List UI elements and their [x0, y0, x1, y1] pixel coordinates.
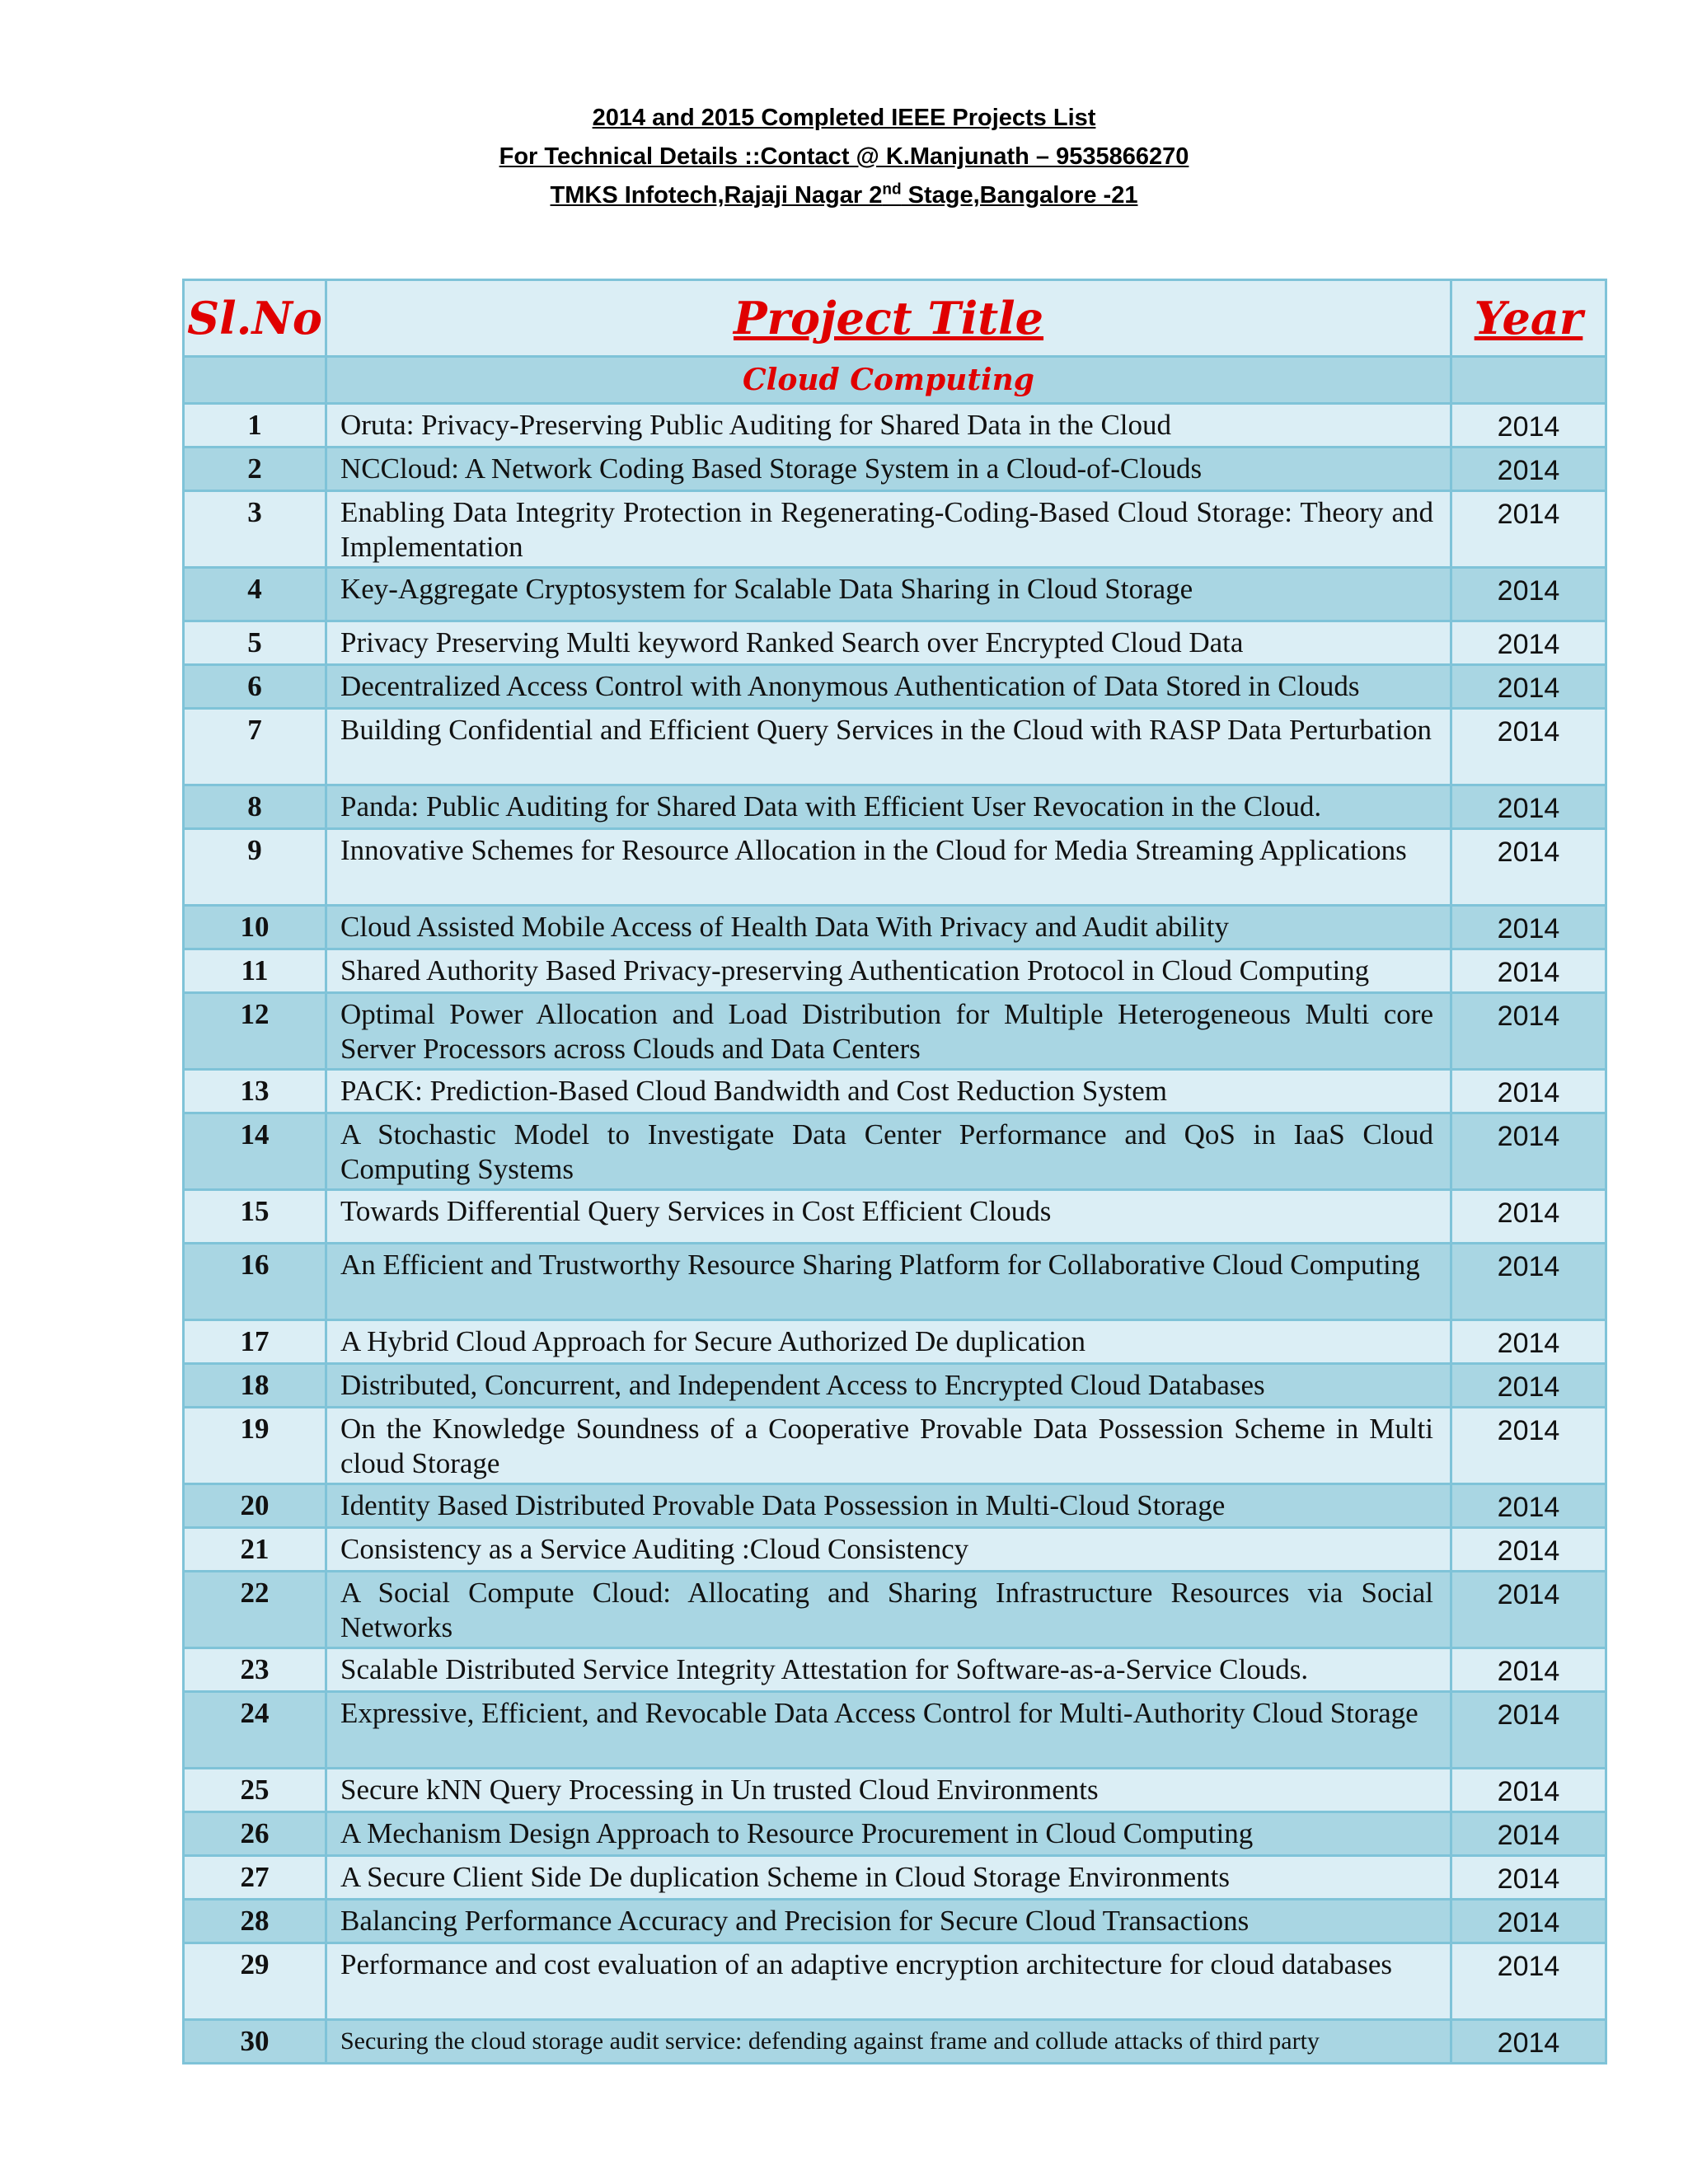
table-row: [184, 1320, 1606, 1364]
row-number: 15: [184, 1190, 326, 1244]
row-number: 27: [184, 1856, 326, 1900]
project-year: 2014: [1451, 906, 1606, 949]
table-row: [184, 491, 1606, 568]
row-number: 29: [184, 1943, 326, 2020]
project-title: An Efficient and Trustworthy Resource Sharing Platform for Collaborative Cloud Computing: [326, 1244, 1451, 1320]
project-title: A Mechanism Design Approach to Resource Procurement in Cloud Computing: [326, 1812, 1451, 1856]
table-row: [184, 1812, 1606, 1856]
category-row: [184, 357, 1606, 404]
project-year: 2014: [1451, 709, 1606, 785]
table-row: [184, 1113, 1606, 1190]
header-line-3: [0, 176, 1688, 215]
project-year: 2014: [1451, 2020, 1606, 2064]
table-row: [184, 1528, 1606, 1572]
project-year: 2014: [1451, 1692, 1606, 1769]
project-year: 2014: [1451, 1408, 1606, 1484]
project-year: 2014: [1451, 1070, 1606, 1113]
row-number: 30: [184, 2020, 326, 2064]
project-year: 2014: [1451, 404, 1606, 448]
project-title: A Stochastic Model to Investigate Data Center Performance and QoS in IaaS Cloud Computing Systems: [326, 1113, 1451, 1190]
row-number: 6: [184, 665, 326, 709]
row-number: 9: [184, 829, 326, 906]
header-address-sup: nd: [882, 180, 902, 199]
row-number: 19: [184, 1408, 326, 1484]
table-row: [184, 1856, 1606, 1900]
row-number: 17: [184, 1320, 326, 1364]
project-title: Performance and cost evaluation of an adaptive encryption architecture for cloud databases: [326, 1943, 1451, 2020]
project-title: Secure kNN Query Processing in Un trusted Cloud Environments: [326, 1769, 1451, 1812]
row-number: 8: [184, 785, 326, 829]
table-row: [184, 1769, 1606, 1812]
table-row: [184, 1190, 1606, 1244]
header-title: 2014 and 2015 Completed IEEE Projects List: [592, 105, 1096, 131]
table-row: [184, 1900, 1606, 1943]
project-year: 2014: [1451, 665, 1606, 709]
projects-table: [182, 279, 1607, 2064]
row-number: 11: [184, 949, 326, 993]
document-header: [0, 99, 1688, 215]
project-year: 2014: [1451, 1528, 1606, 1572]
row-number: 10: [184, 906, 326, 949]
header-contact: For Technical Details ::Contact @ K.Manjunath – 9535866270: [499, 143, 1189, 170]
header-line-1: [0, 99, 1688, 138]
project-title: Innovative Schemes for Resource Allocation in the Cloud for Media Streaming Applications: [326, 829, 1451, 906]
header-line-2: [0, 138, 1688, 176]
project-title: Shared Authority Based Privacy-preserving Authentication Protocol in Cloud Computing: [326, 949, 1451, 993]
project-title: Oruta: Privacy-Preserving Public Auditing for Shared Data in the Cloud: [326, 404, 1451, 448]
project-title: Privacy Preserving Multi keyword Ranked Search over Encrypted Cloud Data: [326, 621, 1451, 665]
project-title: A Social Compute Cloud: Allocating and Sharing Infrastructure Resources via Social Networks: [326, 1572, 1451, 1648]
table-row: [184, 1484, 1606, 1528]
project-year: 2014: [1451, 829, 1606, 906]
table-body: [184, 357, 1606, 2064]
project-title: NCCloud: A Network Coding Based Storage System in a Cloud-of-Clouds: [326, 448, 1451, 491]
project-year: 2014: [1451, 993, 1606, 1070]
row-number: 5: [184, 621, 326, 665]
project-year: 2014: [1451, 1113, 1606, 1190]
table-row: [184, 1070, 1606, 1113]
project-title: Key-Aggregate Cryptosystem for Scalable Data Sharing in Cloud Storage: [326, 568, 1451, 621]
row-number: 24: [184, 1692, 326, 1769]
table-row: [184, 1692, 1606, 1769]
row-number: 13: [184, 1070, 326, 1113]
project-title: PACK: Prediction-Based Cloud Bandwidth and Cost Reduction System: [326, 1070, 1451, 1113]
project-year: 2014: [1451, 1856, 1606, 1900]
header-address: [551, 182, 1138, 209]
row-number: 7: [184, 709, 326, 785]
table-row: [184, 709, 1606, 785]
project-year: 2014: [1451, 621, 1606, 665]
header-address-pre: TMKS Infotech,Rajaji Nagar 2: [550, 182, 883, 209]
table-row: [184, 1364, 1606, 1408]
table-row: [184, 906, 1606, 949]
project-title: Securing the cloud storage audit service: defending against frame and collude attacks of third party: [326, 2020, 1451, 2064]
table-row: [184, 1408, 1606, 1484]
row-number: 21: [184, 1528, 326, 1572]
project-year: 2014: [1451, 1812, 1606, 1856]
project-title: Towards Differential Query Services in Cost Efficient Clouds: [326, 1190, 1451, 1244]
table-row: [184, 1943, 1606, 2020]
row-number: 28: [184, 1900, 326, 1943]
table-row: [184, 1244, 1606, 1320]
table-row: [184, 2020, 1606, 2064]
project-title: Distributed, Concurrent, and Independent Access to Encrypted Cloud Databases: [326, 1364, 1451, 1408]
row-number: 2: [184, 448, 326, 491]
project-title: On the Knowledge Soundness of a Cooperative Provable Data Possession Scheme in Multi cloud Storage: [326, 1408, 1451, 1484]
table-row: [184, 1648, 1606, 1692]
table-row: [184, 621, 1606, 665]
row-number: 3: [184, 491, 326, 568]
project-year: 2014: [1451, 448, 1606, 491]
row-number: 26: [184, 1812, 326, 1856]
header-address-post: Stage,Bangalore -21: [901, 182, 1138, 209]
project-year: 2014: [1451, 785, 1606, 829]
project-year: 2014: [1451, 1190, 1606, 1244]
project-title: Balancing Performance Accuracy and Precision for Secure Cloud Transactions: [326, 1900, 1451, 1943]
project-year: 2014: [1451, 491, 1606, 568]
column-header-slno: Sl.No: [184, 280, 326, 357]
project-year: 2014: [1451, 1244, 1606, 1320]
project-title: Expressive, Efficient, and Revocable Data Access Control for Multi-Authority Cloud Storage: [326, 1692, 1451, 1769]
column-header-year: Year: [1451, 280, 1606, 357]
project-title: Consistency as a Service Auditing :Cloud Consistency: [326, 1528, 1451, 1572]
project-year: 2014: [1451, 1769, 1606, 1812]
project-title: A Hybrid Cloud Approach for Secure Authorized De duplication: [326, 1320, 1451, 1364]
project-year: 2014: [1451, 1943, 1606, 2020]
row-number: 4: [184, 568, 326, 621]
project-year: 2014: [1451, 949, 1606, 993]
project-year: 2014: [1451, 1900, 1606, 1943]
table-row: [184, 829, 1606, 906]
table-row: [184, 993, 1606, 1070]
table-row: [184, 404, 1606, 448]
row-number: 23: [184, 1648, 326, 1692]
project-year: 2014: [1451, 1648, 1606, 1692]
project-title: Decentralized Access Control with Anonymous Authentication of Data Stored in Clouds: [326, 665, 1451, 709]
project-year: 2014: [1451, 1572, 1606, 1648]
project-year: 2014: [1451, 1484, 1606, 1528]
project-year: 2014: [1451, 568, 1606, 621]
table-row: [184, 949, 1606, 993]
project-title: Cloud Assisted Mobile Access of Health Data With Privacy and Audit ability: [326, 906, 1451, 949]
table-row: [184, 568, 1606, 621]
row-number: 22: [184, 1572, 326, 1648]
project-title: A Secure Client Side De duplication Scheme in Cloud Storage Environments: [326, 1856, 1451, 1900]
row-number: 14: [184, 1113, 326, 1190]
row-number: 16: [184, 1244, 326, 1320]
table-row: [184, 785, 1606, 829]
row-number: 1: [184, 404, 326, 448]
table-row: [184, 1572, 1606, 1648]
row-number: 20: [184, 1484, 326, 1528]
row-number: 25: [184, 1769, 326, 1812]
project-title: Scalable Distributed Service Integrity Attestation for Software-as-a-Service Clouds.: [326, 1648, 1451, 1692]
project-title: Optimal Power Allocation and Load Distribution for Multiple Heterogeneous Multi core Server Processors across Clouds and Data Centers: [326, 993, 1451, 1070]
table-row: [184, 448, 1606, 491]
project-title: Enabling Data Integrity Protection in Regenerating-Coding-Based Cloud Storage: Theory and Implementation: [326, 491, 1451, 568]
project-title: Panda: Public Auditing for Shared Data with Efficient User Revocation in the Cloud.: [326, 785, 1451, 829]
table-header-row: [184, 280, 1606, 357]
category-label: Cloud Computing: [326, 357, 1451, 404]
project-year: 2014: [1451, 1364, 1606, 1408]
project-title: Building Confidential and Efficient Query Services in the Cloud with RASP Data Perturbation: [326, 709, 1451, 785]
project-title: Identity Based Distributed Provable Data Possession in Multi-Cloud Storage: [326, 1484, 1451, 1528]
row-number: 18: [184, 1364, 326, 1408]
column-header-title: Project Title: [326, 280, 1451, 357]
row-number: 12: [184, 993, 326, 1070]
project-year: 2014: [1451, 1320, 1606, 1364]
table-row: [184, 665, 1606, 709]
